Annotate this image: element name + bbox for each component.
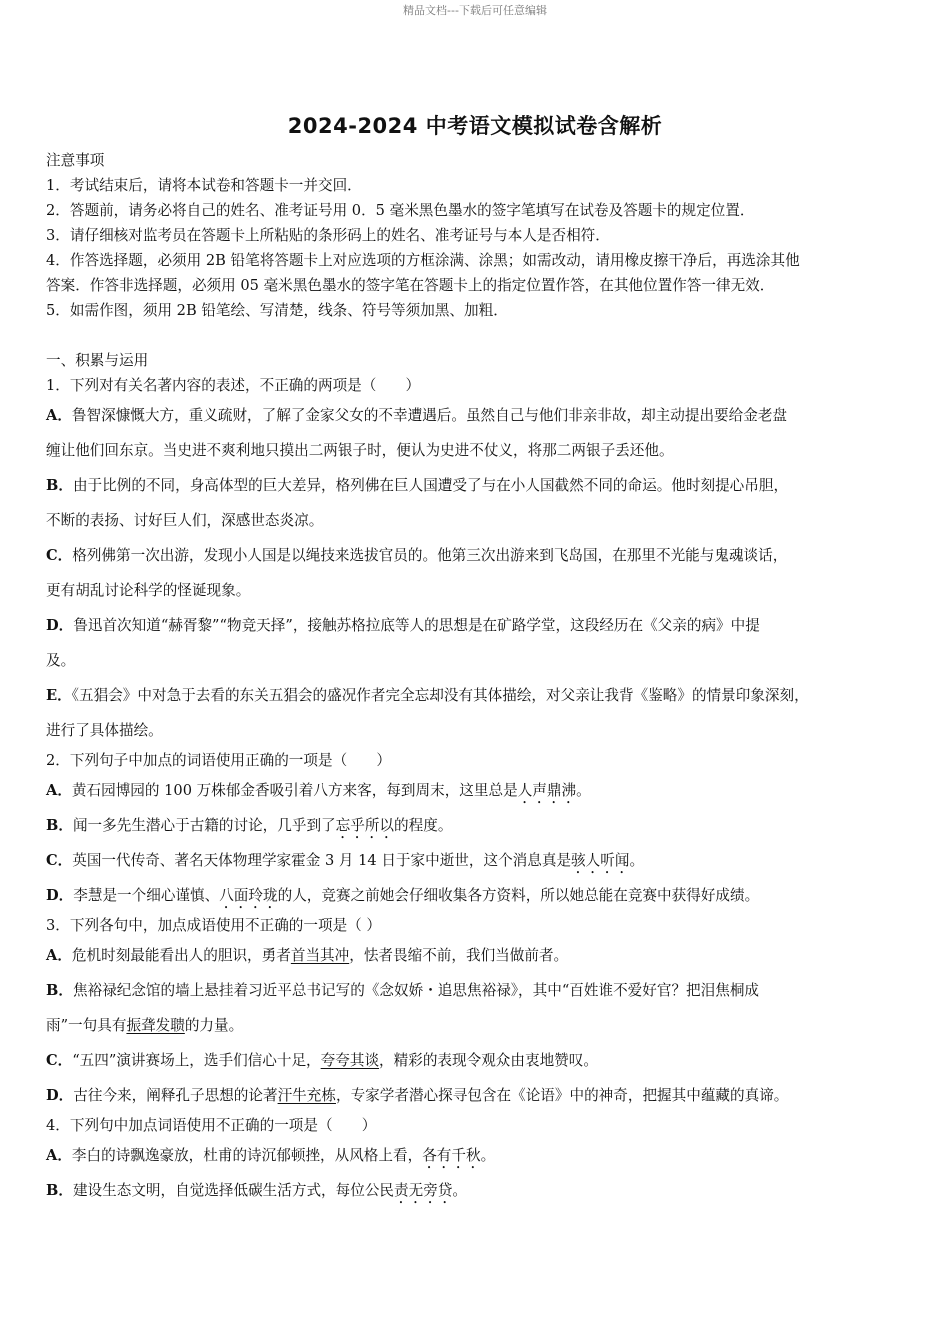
q1-option-b-cont: 不断的表扬、讨好巨人们，深感世态炎凉。 (46, 512, 324, 529)
option-text: 英国一代传奇、著名天体物理学家霍金 3 月 14 日于家中逝世，这个消息真是 (72, 852, 572, 869)
q3-option-a (46, 938, 912, 973)
q1-option-e (46, 678, 912, 713)
option-text: 建设生态文明，自觉选择低碳生活方式，每位公民 (72, 1182, 395, 1199)
q3-option-c (46, 1043, 912, 1078)
option-letter: A． (46, 782, 72, 799)
option-text: 的人，竞赛之前她会仔细收集各方资料，所以她总能在竞赛中获得好成绩。 (277, 887, 760, 904)
option-letter: E． (46, 687, 72, 704)
underlined-idiom: 振聋发聩 (126, 1017, 185, 1034)
option-text: 。 (452, 1182, 468, 1199)
q2-option-b (46, 808, 912, 843)
header-note: 精品文档---下载后可任意编辑 (403, 4, 547, 17)
note-item: 答案．作答非选择题，必须用 05 毫米黑色墨水的签字笔在答题卡上的指定位置作答，在其他位置作答一律无效． (46, 277, 775, 294)
option-letter: A． (46, 1147, 72, 1164)
option-text: “五四”演讲赛场上，选手们信心十足， (72, 1052, 321, 1069)
question-3-stem: 3．下列各句中，加点成语使用不正确的一项是（ ） (46, 917, 381, 934)
option-text: 的力量。 (184, 1017, 244, 1034)
option-text: 《五猖会》中对急于去看的东关五猖会的盛况作者完全忘却没有其体描绘，对父亲让我背《鉴略》的情景印象深刻， (71, 687, 809, 704)
option-text: ，怯者畏缩不前，我们当做前者。 (349, 947, 569, 964)
dotted-word: 责无旁贷 (394, 1182, 453, 1199)
q3-option-b-cont (46, 1008, 912, 1043)
q2-option-c (46, 843, 912, 878)
option-letter: D． (46, 617, 74, 634)
document-body (46, 148, 912, 1208)
q3-option-d (46, 1078, 912, 1113)
option-text: ，精彩的表现令观众由衷地赞叹。 (379, 1052, 598, 1069)
option-letter: B． (46, 817, 73, 834)
option-text: 焦裕禄纪念馆的墙上悬挂着习近平总书记写的《念奴娇・追思焦裕禄》，其中“百姓谁不爱好官？把泪焦桐成 (72, 982, 760, 999)
q1-option-c (46, 538, 912, 573)
option-text: 闻一多先生潜心于古籍的讨论，几乎到了 (72, 817, 336, 834)
note-item: 4．作答选择题，必须用 2B 铅笔将答题卡上对应选项的方框涂满、涂黑；如需改动，请用橡皮擦干净后，再选涂其他 (46, 252, 800, 269)
option-text: 鲁智深慷慨大方，重义疏财，了解了金家父女的不幸遭遇后。虽然自己与他们非亲非故，却主动提出要给金老盘 (71, 407, 788, 424)
option-text: 鲁迅首次知道“赫胥黎”“物竞天择”，接触苏格拉底等人的思想是在矿路学堂，这段经历在《父亲的病》中提 (73, 617, 760, 634)
q1-option-d (46, 608, 912, 643)
dotted-word: 骇人听闻 (571, 852, 630, 869)
q2-option-d (46, 878, 912, 913)
option-letter: B． (46, 982, 73, 999)
option-text: 古往今来，阐释孔子思想的论著 (73, 1087, 278, 1104)
underlined-idiom: 汗牛充栋 (277, 1087, 336, 1104)
q3-option-b (46, 973, 912, 1008)
q1-option-e-cont: 进行了具体描绘。 (46, 722, 163, 739)
option-text: ，专家学者潜心探寻包含在《论语》中的神奇，把握其中蕴藏的真谛。 (335, 1087, 789, 1104)
q1-option-b (46, 468, 912, 503)
document-title: 2024-2024 中考语文模拟试卷含解析 (287, 114, 663, 138)
dotted-word: 八面玲珑 (219, 887, 278, 904)
dotted-word: 人声鼎沸 (517, 782, 577, 799)
q1-option-d-cont: 及。 (46, 652, 76, 669)
option-letter: A． (46, 947, 72, 964)
option-letter: B． (46, 1182, 73, 1199)
option-text: 由于比例的不同，身高体型的巨大差异，格列佛在巨人国遭受了与在小人国截然不同的命运。他时刻提心吊胆， (72, 477, 789, 494)
option-letter: C． (46, 547, 73, 564)
q4-option-b (46, 1173, 912, 1208)
question-1-stem: 1．下列对有关名著内容的表述，不正确的两项是（ ） (46, 377, 421, 394)
option-letter: D． (46, 887, 74, 904)
q1-option-a-cont: 缠让他们回东京。当史进不爽利地只摸出二两银子时，便认为史进不仗义，将那二两银子丢还他。 (46, 442, 674, 459)
underlined-idiom: 首当其冲 (290, 947, 350, 964)
dotted-word: 各有千秋 (422, 1147, 481, 1164)
note-item: 3．请仔细核对监考员在答题卡上所粘贴的条形码上的姓名、准考证号与本人是否相符． (46, 227, 610, 244)
q1-option-c-cont: 更有胡乱讨论科学的怪诞现象。 (46, 582, 251, 599)
option-text: 李慧是一个细心谨慎、 (73, 887, 220, 904)
option-text: 李白的诗飘逸豪放，杜甫的诗沉郁顿挫，从风格上看， (71, 1147, 423, 1164)
section-heading: 一、积累与运用 (46, 352, 149, 369)
option-text: 。 (576, 782, 591, 799)
option-text: 。 (480, 1147, 496, 1164)
option-text: 雨”一句具有 (46, 1017, 127, 1034)
option-text: 格列佛第一次出游，发现小人国是以绳技来选拔官员的。他第三次出游来到飞岛国，在那里不光能与鬼魂谈话， (72, 547, 788, 564)
option-text: 黄石园博园的 100 万株郁金香吸引着八方来客，每到周末，这里总是 (71, 782, 518, 799)
option-text: 。 (629, 852, 645, 869)
option-letter: D． (46, 1087, 74, 1104)
q1-option-a (46, 398, 912, 433)
note-item: 5．如需作图，须用 2B 铅笔绘、写清楚，线条、符号等须加黑、加粗． (46, 302, 508, 319)
notes-heading: 注意事项 (46, 152, 105, 169)
option-letter: B． (46, 477, 73, 494)
option-letter: A． (46, 407, 72, 424)
option-letter: C． (46, 852, 73, 869)
option-letter: C． (46, 1052, 73, 1069)
q4-option-a (46, 1138, 912, 1173)
underlined-idiom: 夸夸其谈 (320, 1052, 380, 1069)
dotted-word: 忘乎所以 (335, 817, 395, 834)
option-text: 危机时刻最能看出人的胆识，勇者 (71, 947, 291, 964)
question-2-stem: 2．下列句子中加点的词语使用正确的一项是（ ） (46, 752, 391, 769)
note-item: 1．考试结束后，请将本试卷和答题卡一并交回． (46, 177, 362, 194)
note-item: 2．答题前，请务必将自己的姓名、准考证号用 0．5 毫米黑色墨水的签字笔填写在试卷及答题卡的规定位置． (46, 202, 755, 219)
q2-option-a (46, 773, 912, 808)
question-4-stem: 4．下列句中加点词语使用不正确的一项是（ ） (46, 1117, 377, 1134)
option-text: 的程度。 (394, 817, 453, 834)
